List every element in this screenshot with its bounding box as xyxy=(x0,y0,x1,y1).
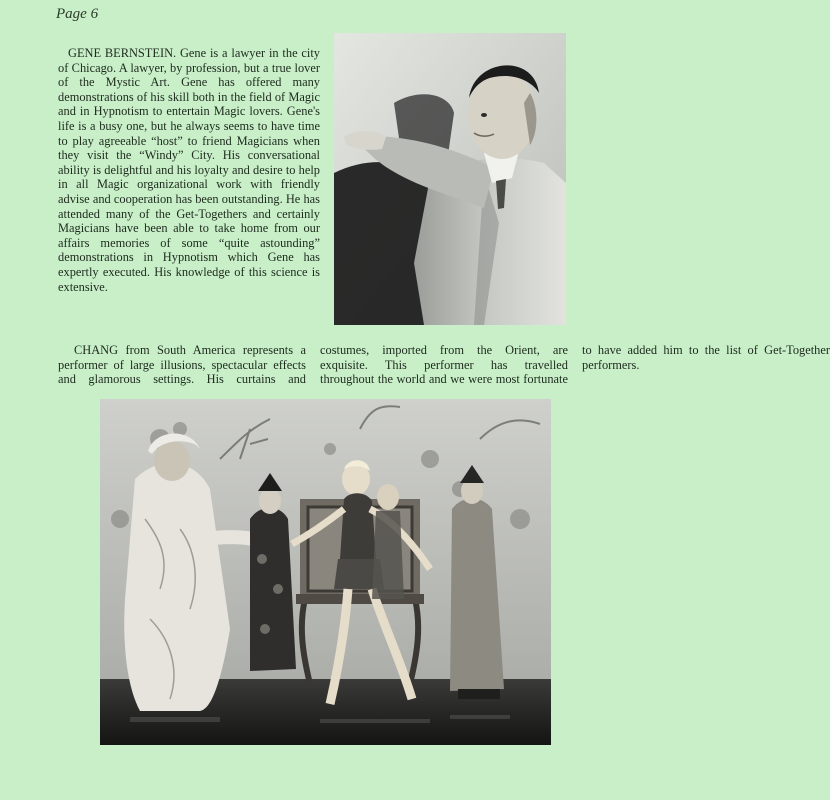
chang-stage-photo xyxy=(100,399,551,745)
chang-text: CHANG from South America represents a performer of large illusions, spectacular effects and glamorous settings. His curtains and costumes, imported from the Orient, are exquisite. This performer has travelled throughout the world and we were most fortunate to have added him to the list of Get-Together performers. xyxy=(58,343,830,387)
portrait-illustration xyxy=(334,33,566,325)
bernstein-paragraph xyxy=(58,46,320,294)
stage-illustration xyxy=(100,399,551,745)
page-number: Page 6 xyxy=(56,6,99,22)
chang-paragraph xyxy=(58,343,830,395)
bernstein-text: GENE BERNSTEIN. Gene is a lawyer in the city of Chicago. A lawyer, by profession, but a true lover of the Mystic Art. Gene has offered many demonstrations of his skill both in the field of Magic and in Hypnotism to entertain Magic lovers. Gene's life is a busy one, but he always seems to have time to play agreeable “host” to friend Magicians when they visit the “Windy” City. His conversational ability is delightful and his loyalty and desire to help in all Magic organizational work with friendly advise and cooperation has been outstanding. He has attended many of the Get-Togethers and certainly Magicians have been able to take home from our affairs memories of some “quite astounding” demonstrations in Hypnotism which Gene has expertly executed. His knowledge of this science is extensive. xyxy=(58,46,320,294)
bernstein-portrait-photo xyxy=(334,33,566,325)
